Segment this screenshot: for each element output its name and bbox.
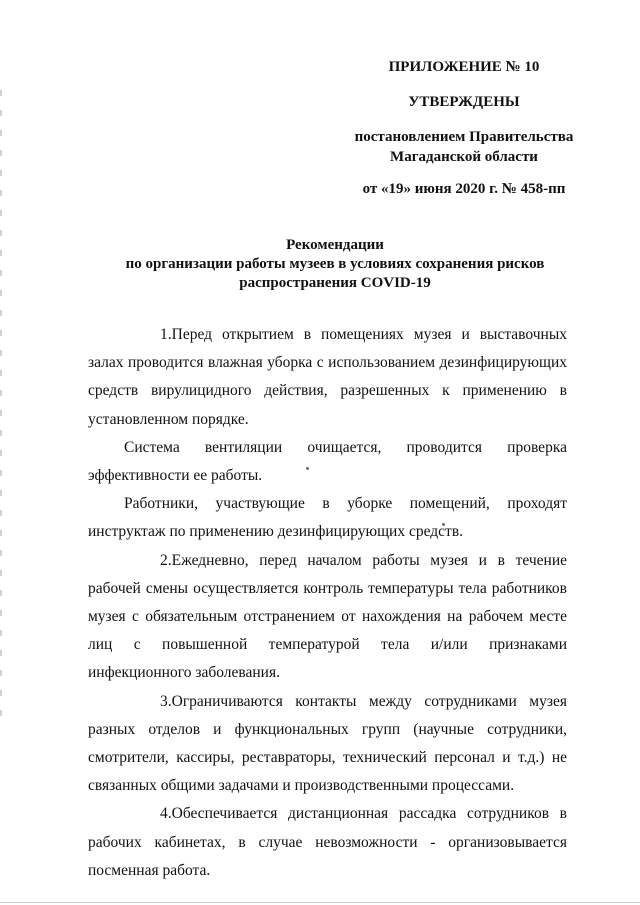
title-line-2: по организации работы музеев в условиях сохранения рисков [125,256,545,272]
paragraph-number: 3. [160,692,172,710]
scan-edge-bottom [0,902,640,903]
paragraph-3 [88,688,567,801]
paragraph-cleaning-staff [88,490,567,546]
paragraph-text: Ежедневно, перед началом работы музея и в течение рабочей смены осуществляется контроль температуры тела работников музея с обязательным отстранением от нахождения на рабочем месте лиц с повышенной температурой тела и/или признаками инфекционного заболевания. [88,551,567,682]
paragraph-2 [88,547,567,688]
approved-heading: УТВЕРЖДЕНЫ [408,94,520,110]
paragraph-text: Перед открытием в помещениях музея и выставочных залах проводится влажная уборка с использованием дезинфицирующих средств вирулицидного действия, разрешенных к применению в установленном порядке. [88,326,567,428]
document-body [88,321,567,885]
document-title [70,236,600,293]
paragraph-text: Ограничиваются контакты между сотрудниками музея разных отделов и функциональных групп (научные сотрудники, смотрители, кассиры, реставраторы, технический персонал и т.д.) не связанных общими задачами и производственными процессами. [88,692,567,795]
paragraph-number: 2. [160,551,172,569]
decree-line-1: постановлением Правительства [354,129,574,145]
paragraph-text: Обеспечивается дистанционная рассадка сотрудников в рабочих кабинетах, в случае невозможности - организовывается посменная работа. [88,805,567,879]
appendix-heading: ПРИЛОЖЕНИЕ № 10 [388,59,540,75]
paragraph-ventilation [88,434,567,490]
scan-edge-left [0,90,2,730]
paragraph-1 [88,321,567,434]
title-line-1: Рекомендации [286,237,384,253]
decree-reference [330,127,598,167]
decree-date: от «19» июня 2020 г. № 458-пп [362,181,566,197]
decree-line-2: Магаданской области [390,149,538,165]
paragraph-4 [88,800,567,885]
paragraph-number: 1. [160,326,172,343]
title-line-3: распространения COVID-19 [239,275,431,291]
paragraph-number: 4. [160,805,172,823]
paragraph-text: Система вентиляции очищается, проводится проверка эффективности ее работы. [88,438,567,485]
paragraph-text: Работники, участвующие в уборке помещений, проходят инструктаж по применению дезинфицирующих средств. [88,495,567,541]
